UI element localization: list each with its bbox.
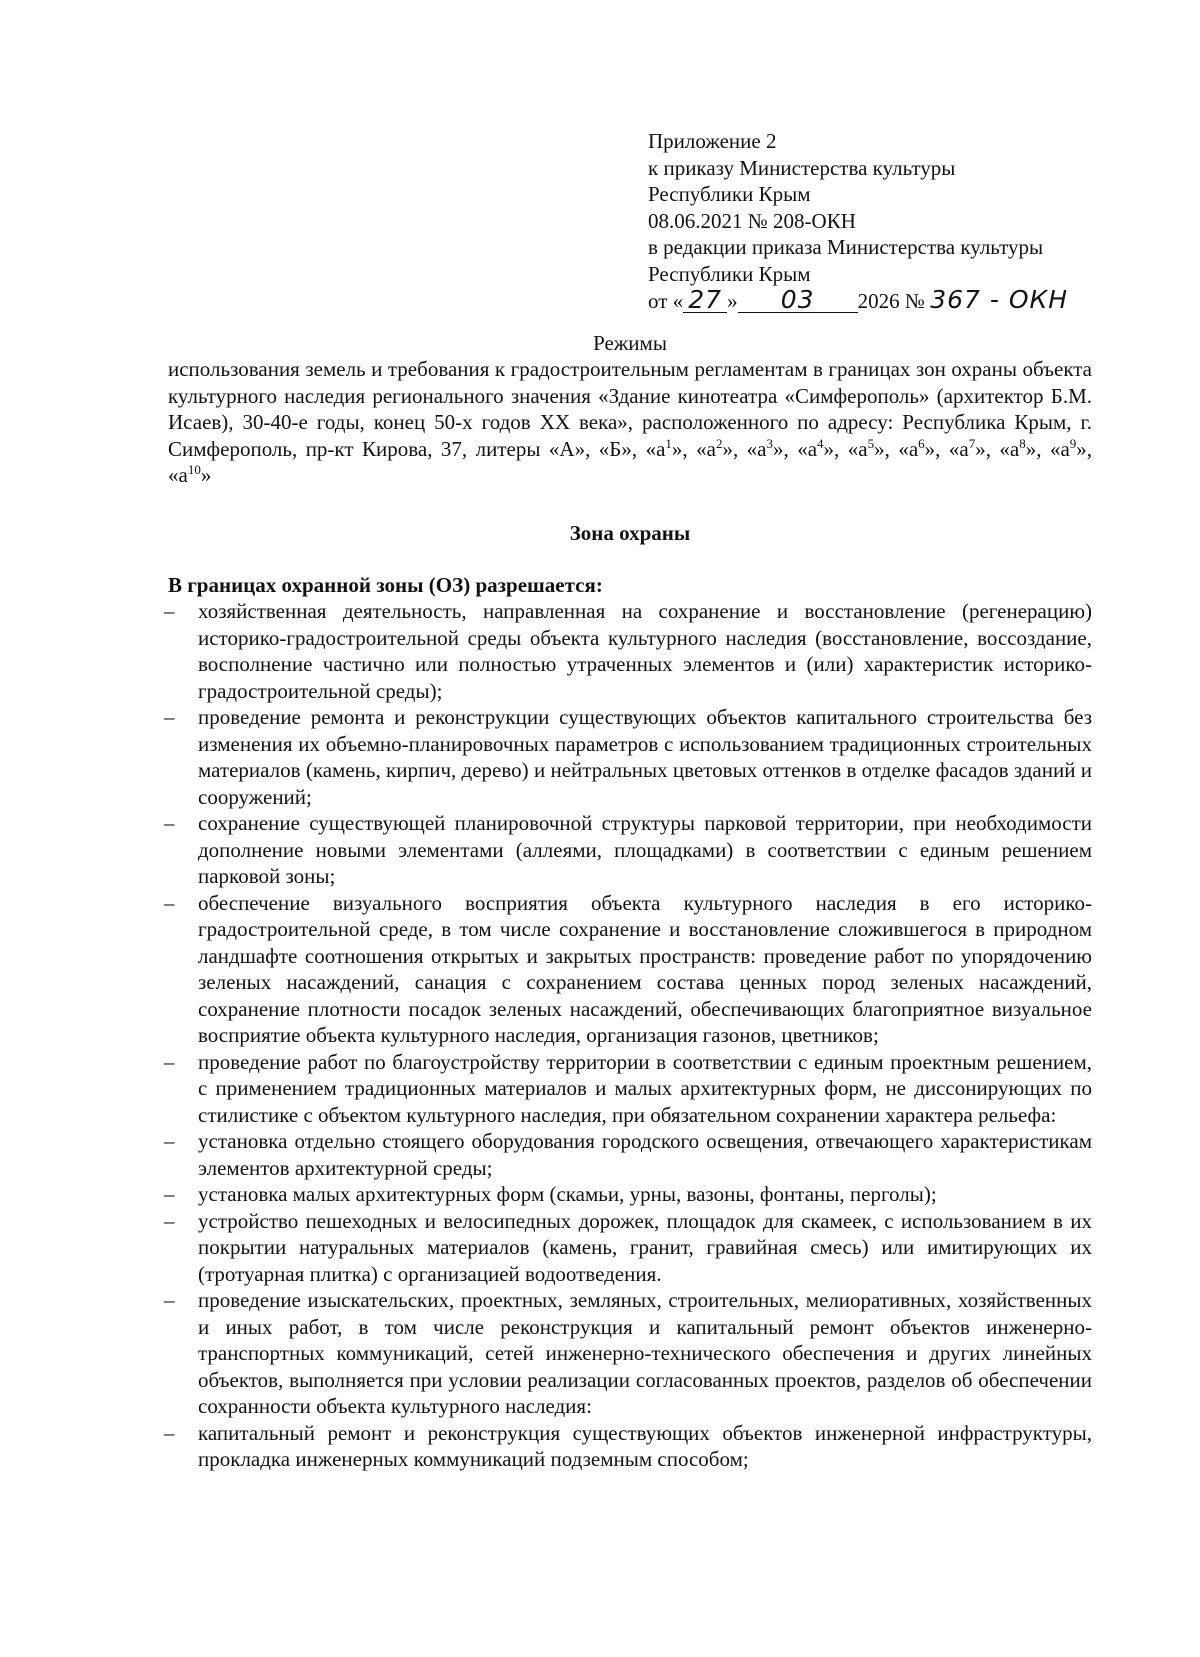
list-item bbox=[164, 1420, 1092, 1473]
list-item-text: проведение работ по благоустройству территории в соответствии с единым проектным решением, с применением традиционных материалов и малых архитектурных форм, не диссонирующих по стилистике с объектом культурного наследия, при обязательном сохранении характера рельефа: bbox=[198, 1049, 1092, 1127]
section-heading: В границах охранной зоны (ОЗ) разрешается: bbox=[168, 573, 603, 597]
appendix-line: Республики Крым bbox=[648, 182, 811, 206]
appendix-line: к приказу Министерства культуры bbox=[648, 155, 956, 180]
list-item bbox=[164, 1287, 1092, 1420]
dash-bullet: – bbox=[164, 1049, 175, 1074]
litera: «$а^8$» bbox=[999, 435, 1037, 461]
list-item bbox=[164, 1128, 1092, 1181]
list-item-text: устройство пешеходных и велосипедных дорожек, площадок для скамеек, с использованием в их покрытии натуральных материалов (камень, гранит, гравийная смесь) или имитирующих их (тротуарная плитка) с организацией водоотведения. bbox=[198, 1208, 1092, 1286]
permitted-activities-list bbox=[164, 598, 1092, 1473]
litera: «$а^3$» bbox=[746, 435, 784, 461]
list-item bbox=[164, 1181, 1092, 1208]
zone-title: Зона охраны bbox=[569, 521, 691, 545]
list-item bbox=[164, 704, 1092, 810]
dash-bullet: – bbox=[164, 1129, 175, 1153]
litera: «$а^{10}$» bbox=[168, 462, 212, 487]
list-item bbox=[164, 598, 1092, 704]
order-date-line bbox=[648, 287, 1118, 315]
subject-text: использования земель и требования к градостроительным регламентам в границах зон охраны объекта культурного наследия регионального значения «Здание кинотеатра «Симферополь» (архитектор Б.М. Исаев), 30-40-е годы, конец 50-х годов XX века», расположенного по адресу: Республика Крым, г. Симферополь, пр-кт Кирова, 37, литеры «А», «Б», bbox=[168, 357, 1092, 461]
litera: «$а^4$» bbox=[797, 435, 835, 461]
dash-bullet: – bbox=[164, 1182, 175, 1206]
order-number-handwritten: 367 - ОКН bbox=[930, 285, 1069, 314]
dash-bullet: – bbox=[164, 1288, 175, 1312]
list-item bbox=[164, 890, 1092, 1049]
list-item-text: проведение ремонта и реконструкции существующих объектов капитального строительства без изменения их объемно-планировочных параметров с использованием традиционных строительных материалов (камень, кирпич, дерево) и нейтральных цветовых оттенков в отделке фасадов зданий и сооружений; bbox=[198, 705, 1092, 809]
list-item-text: сохранение существующей планировочной структуры парковой территории, при необходимости дополнение новыми элементами (аллеями, площадками) в соответствии с единым решением парковой зоны; bbox=[198, 811, 1092, 888]
litera: «$а^7$» bbox=[948, 435, 986, 461]
date-month-handwritten: 03 bbox=[780, 285, 815, 314]
dash-bullet: – bbox=[164, 811, 175, 835]
appendix-line: в редакции приказа Министерства культуры bbox=[648, 235, 1044, 259]
list-item-text: установка отдельно стоящего оборудования городского освещения, отвечающего характеристикам элементов архитектурной среды; bbox=[198, 1129, 1092, 1180]
list-item-text: установка малых архитектурных форм (скамьи, урны, вазоны, фонтаны, перголы); bbox=[198, 1182, 937, 1206]
litera: «$а^6$» bbox=[898, 435, 936, 461]
date-year: 2026 № bbox=[857, 289, 925, 313]
list-item-text: проведение изыскательских, проектных, земляных, строительных, мелиоративных, хозяйственных и иных работ, в том числе реконструкция и капитальный ремонт объектов инженерно-транспортных коммуникаций, сетей инженерно-технического обеспечения и других линейных объектов, выполняется при условии реализации согласованных проектов, разделов об обеспечении сохранности объекта культурного наследия: bbox=[198, 1288, 1092, 1418]
appendix-line: Приложение 2 bbox=[648, 129, 777, 153]
list-item bbox=[164, 810, 1092, 890]
date-month-field bbox=[738, 285, 858, 314]
date-day-field bbox=[683, 285, 727, 314]
appendix-line: Республики Крым bbox=[648, 261, 811, 286]
date-prefix: от « bbox=[648, 289, 684, 313]
list-item-text: капитальный ремонт и реконструкция существующих объектов инженерной инфраструктуры, прокладка инженерных коммуникаций подземным способом; bbox=[198, 1420, 1092, 1471]
dash-bullet: – bbox=[164, 705, 175, 729]
appendix-header bbox=[648, 128, 1118, 315]
list-item-text: хозяйственная деятельность, направленная на сохранение и восстановление (регенерацию) историко-градостроительной среды объекта культурного наследия (восстановление, воссоздание, восполнение частично или полностью утраченных элементов и (или) характеристик историко-градостроительной среды); bbox=[198, 599, 1092, 703]
litera: «$а^9$» bbox=[1049, 435, 1087, 461]
list-item-text: обеспечение визуального восприятия объекта культурного наследия в его историко-градостроительной среде, в том числе сохранение и восстановление сложившегося в природном ландшафте соотношения открытых и закрытых пространств: проведение работ по упорядочению зеленых насаждений, санация с сохранением состава ценных пород зеленых насаждений, сохранение плотности посадок зеленых насаждений, обеспечивающих благоприятное визуальное восприятие объекта культурного наследия, организация газонов, цветников; bbox=[198, 890, 1092, 1047]
dash-bullet: – bbox=[164, 1420, 175, 1445]
litera: «$а^1$» bbox=[645, 435, 683, 461]
list-item bbox=[164, 1049, 1092, 1129]
dash-bullet: – bbox=[164, 599, 175, 623]
appendix-line: 08.06.2021 № 208-ОКН bbox=[648, 208, 856, 233]
litera: «$а^2$» bbox=[696, 435, 733, 461]
dash-bullet: – bbox=[164, 1208, 175, 1233]
date-day-close: » bbox=[727, 289, 738, 313]
date-day-handwritten: 27 bbox=[688, 285, 723, 314]
document-subject: использования земель и требования к градостроительным регламентам в границах зон охраны объекта культурного наследия регионального значения «Здание кинотеатра «Симферополь» (архитектор Б.М. Исаев), 30-40-е годы, конец 50-х годов XX века», расположенного по адресу: Республика Крым, г. Симферополь, пр-кт Кирова, 37, литеры «А», «Б», «$а^1$», «$а^2$», «$а^3$», «$а^4$», «$а^5$», «$а^6$», «$а^7$», «$а^8$», «$а^9$», «$а^{10}$» bbox=[168, 357, 1093, 487]
document-title: Режимы bbox=[593, 331, 667, 355]
dash-bullet: – bbox=[164, 890, 175, 915]
list-item bbox=[164, 1208, 1092, 1288]
litera: «$а^5$» bbox=[847, 435, 885, 461]
